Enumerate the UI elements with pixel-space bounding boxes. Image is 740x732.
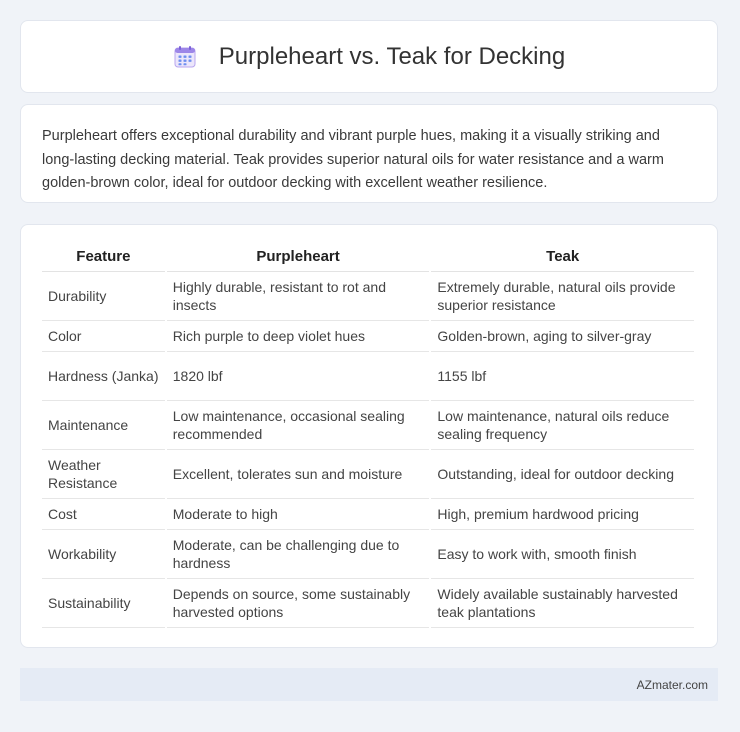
purpleheart-cell: 1820 lbf (167, 352, 430, 401)
footer-brand: AZmater.com (636, 677, 708, 692)
purpleheart-cell: Excellent, tolerates sun and moisture (167, 450, 430, 499)
page-title-text: Purpleheart vs. Teak for Decking (218, 42, 566, 70)
table-row (42, 450, 694, 499)
comparison-card (20, 224, 718, 648)
header-teak: Teak (431, 241, 694, 272)
feature-cell: Sustainability (42, 579, 165, 628)
header-feature: Feature (42, 241, 165, 272)
feature-cell: Cost (42, 499, 165, 530)
teak-cell: Extremely durable, natural oils provide superior resistance (431, 272, 694, 321)
summary-card (20, 104, 718, 203)
table-header-row (42, 241, 694, 272)
calendar-icon (173, 45, 197, 69)
teak-cell: Widely available sustainably harvested teak plantations (431, 579, 694, 628)
table-row (42, 530, 694, 579)
purpleheart-cell: Moderate, can be challenging due to hardness (167, 530, 430, 579)
feature-cell: Hardness (Janka) (42, 352, 165, 401)
teak-cell: Outstanding, ideal for outdoor decking (431, 450, 694, 499)
teak-cell: 1155 lbf (431, 352, 694, 401)
table-row (42, 401, 694, 450)
title-card (20, 20, 718, 93)
feature-cell: Workability (42, 530, 165, 579)
comparison-table (40, 241, 696, 628)
teak-cell: Easy to work with, smooth finish (431, 530, 694, 579)
purpleheart-cell: Rich purple to deep violet hues (167, 321, 430, 352)
feature-cell: Durability (42, 272, 165, 321)
header-purpleheart: Purpleheart (167, 241, 430, 272)
footer (20, 668, 718, 701)
table-row (42, 272, 694, 321)
table-row (42, 321, 694, 352)
teak-cell: High, premium hardwood pricing (431, 499, 694, 530)
purpleheart-cell: Low maintenance, occasional sealing recommended (167, 401, 430, 450)
table-row (42, 579, 694, 628)
page-title (173, 43, 565, 71)
purpleheart-cell: Depends on source, some sustainably harvested options (167, 579, 430, 628)
teak-cell: Golden-brown, aging to silver-gray (431, 321, 694, 352)
purpleheart-cell: Highly durable, resistant to rot and insects (167, 272, 430, 321)
table-row (42, 499, 694, 530)
purpleheart-cell: Moderate to high (167, 499, 430, 530)
feature-cell: Weather Resistance (42, 450, 165, 499)
table-row (42, 352, 694, 401)
feature-cell: Maintenance (42, 401, 165, 450)
feature-cell: Color (42, 321, 165, 352)
teak-cell: Low maintenance, natural oils reduce sealing frequency (431, 401, 694, 450)
summary-text: Purpleheart offers exceptional durability and vibrant purple hues, making it a visually striking and long-lasting decking material. Teak provides superior natural oils for water resistance and a warm golden-brown color, ideal for outdoor decking with excellent weather resilience. (42, 128, 664, 191)
